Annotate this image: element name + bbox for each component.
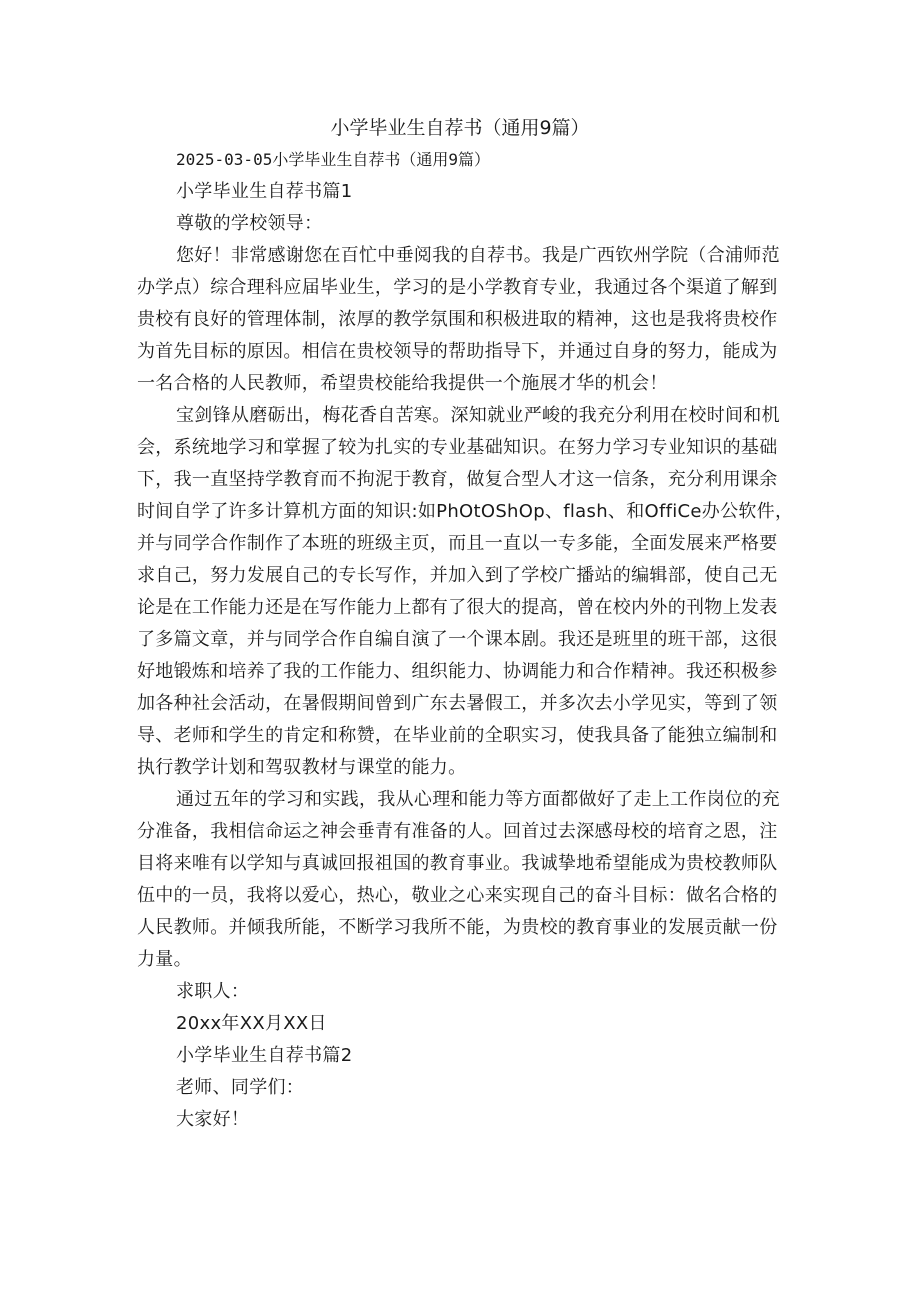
document-title: 小学毕业生自荐书（通用9篇）: [330, 117, 590, 139]
document-body: [137, 144, 794, 1136]
signature-date: 20xx年XX月XX日: [176, 1013, 327, 1034]
section2-salutation: 老师、同学们：: [176, 1077, 305, 1098]
date-line: 2025-03-05小学毕业生自荐书（通用9篇）: [176, 150, 490, 169]
paragraph-3: 通过五年的学习和实践，我从心理和能力等方面都做好了走上工作岗位的充分准备，我相信命运之神会垂青有准备的人。回首过去深感母校的培育之恩，注目将来唯有以学知与真诚回报祖国的教育事业。我诚挚地希望能成为贵校教师队伍中的一员，我将以爱心，热心，敬业之心来实现自己的奋斗目标：做名合格的人民教师。并倾我所能，不断学习我所不能，为贵校的教育事业的发展贡献一份力量。: [137, 789, 780, 970]
paragraph-1: 您好！非常感谢您在百忙中垂阅我的自荐书。我是广西钦州学院（合浦师范办学点）综合理科应届毕业生，学习的是小学教育专业，我通过各个渠道了解到贵校有良好的管理体制，浓厚的教学氛围和积极进取的精神，这也是我将贵校作为首先目标的原因。相信在贵校领导的帮助指导下，并通过自身的努力，能成为一名合格的人民教师，希望贵校能给我提供一个施展才华的机会！: [137, 245, 780, 394]
section-heading-1: 小学毕业生自荐书篇1: [176, 181, 353, 202]
paragraph-2: 宝剑锋从磨砺出，梅花香自苦寒。深知就业严峻的我充分利用在校时间和机会，系统地学习和掌握了较为扎实的专业基础知识。在努力学习专业知识的基础下，我一直坚持学教育而不拘泥于教育，做复合型人才这一信条，充分利用课余时间自学了许多计算机方面的知识:如PhOtOShOp、flash、和OffiCe办公软件，并与同学合作制作了本班的班级主页，而且一直以一专多能，全面发展来严格要求自己，努力发展自己的专长写作，并加入到了学校广播站的编辑部，使自己无论是在工作能力还是在写作能力上都有了很大的提高，曾在校内外的刊物上发表了多篇文章，并与同学合作自编自演了一个课本剧。我还是班里的班干部，这很好地锻炼和培养了我的工作能力、组织能力、协调能力和合作精神。我还积极参加各种社会活动，在暑假期间曾到广东去暑假工，并多次去小学见实，等到了领导、老师和学生的肯定和称赞，在毕业前的全职实习，使我具备了能独立编制和执行教学计划和驾驭教材与课堂的能力。: [137, 405, 794, 778]
section2-greeting: 大家好！: [176, 1109, 250, 1130]
section-heading-2: 小学毕业生自荐书篇2: [176, 1045, 353, 1066]
signature-label: 求职人：: [176, 981, 250, 1002]
salutation: 尊敬的学校领导：: [176, 213, 323, 234]
